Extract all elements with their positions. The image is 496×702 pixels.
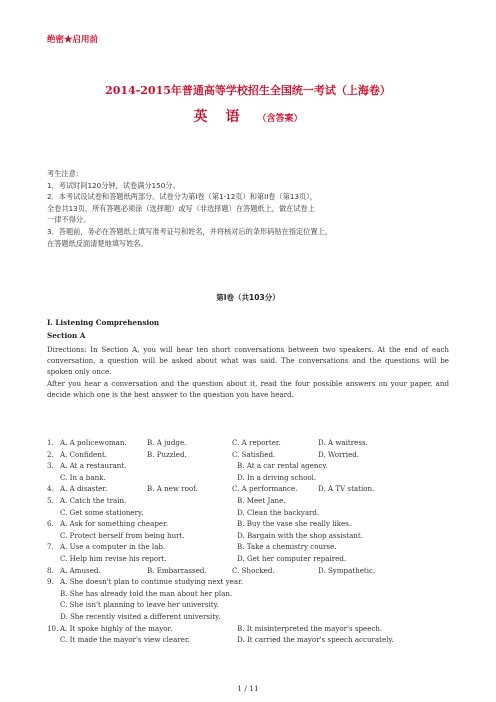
notes-line: 3．答题前，务必在答题纸上填写准考证号和姓名，并将核对后的条形码贴在指定位置上， — [47, 226, 332, 236]
exam-title: 2014-2015年普通高等学校招生全国统一考试（上海卷） — [105, 84, 391, 97]
notes-line: 在答题纸反面清楚地填写姓名。 — [47, 238, 148, 248]
question-number: 5. — [47, 496, 54, 505]
option-d: D. It carried the mayor's speech accurately. — [237, 635, 394, 645]
question-number: 3. — [47, 461, 54, 471]
notes-line: 2．本考试设试卷和答题纸两部分。试卷分为第I卷（第1-12页）和第II卷（第13页）， — [47, 192, 317, 202]
option-d: D. Clean the backyard. — [237, 507, 320, 517]
question-number: 7. — [47, 542, 54, 552]
option-c: C. A performance. — [232, 484, 298, 494]
option-c: C. Help him revise his report. — [60, 554, 167, 563]
directions-paragraph: After you hear a conversation and the question about it, read the four possible answers on your paper, and decide which one is the best answer to the question you have heard. — [47, 378, 449, 399]
question-number: 8. — [47, 565, 54, 575]
option-b: B. At a car rental agency. — [237, 461, 328, 471]
exam-notes — [47, 168, 332, 249]
question-number: 10. — [47, 623, 59, 633]
option-d: D. A waitress. — [318, 438, 368, 447]
option-b: B. Meet Jane. — [237, 496, 286, 505]
option-a: A. At a restaurant. — [60, 461, 127, 471]
option-b: B. She has already told the man about her plan. — [60, 588, 233, 598]
option-b: B. Puzzled. — [147, 449, 187, 459]
notes-line: 1．考试时间120分钟，试卷满分150分。 — [47, 180, 180, 190]
option-d: D. Bargain with the shop assistant. — [237, 530, 363, 540]
option-a: A. Use a computer in the lab. — [60, 542, 166, 552]
option-a: A. A policewoman. — [60, 438, 127, 447]
option-a: A. Confident. — [60, 449, 108, 459]
subject-title — [0, 106, 496, 126]
option-d: D. She recently visited a different university. — [60, 612, 221, 621]
option-b: B. Embarrassed. — [147, 565, 207, 575]
question-number: 4. — [47, 484, 54, 494]
page-number: 1 / 11 — [237, 684, 259, 693]
secret-label: 绝密★启用前 — [47, 35, 99, 45]
directions-paragraph: Directions: In Section A, you will hear ten short conversations between two speakers. At the end of each conversation, a question will be asked about what was said. The conversations and the questions will be spoken only once. — [47, 345, 449, 377]
notes-heading: 考生注意： — [47, 169, 83, 178]
option-a: A. Ask for something cheaper. — [60, 519, 168, 529]
option-a: A. Catch the train. — [60, 496, 127, 505]
question-number: 2. — [47, 449, 54, 459]
option-d: D. Worried. — [318, 449, 360, 459]
option-b: B. A judge. — [147, 438, 187, 447]
question-number: 1. — [47, 438, 54, 447]
subject-name: 英语 — [193, 109, 258, 125]
option-d: D. A TV station. — [318, 484, 375, 494]
option-b: B. It misinterpreted the mayor's speech. — [237, 623, 383, 633]
volume-heading: 第I卷（共103分） — [216, 293, 280, 302]
option-b: B. Take a chemistry course. — [237, 542, 337, 552]
question-number: 9. — [47, 577, 54, 587]
directions — [47, 344, 449, 400]
option-c: C. Shocked. — [232, 565, 275, 575]
option-c: C. It made the mayor's view clearer. — [60, 635, 190, 645]
notes-line: 一律不得分。 — [47, 215, 91, 225]
option-c: C. Satisfied. — [232, 449, 276, 459]
option-d: D. Sympathetic. — [318, 565, 376, 575]
option-c: C. Get some stationery. — [60, 507, 144, 517]
option-c: C. In a bank. — [60, 472, 106, 482]
option-a: A. A disaster. — [60, 484, 108, 494]
option-d: D. Get her computer repaired. — [237, 554, 347, 563]
question-number: 6. — [47, 519, 54, 529]
option-c: C. She isn't planning to leave her university. — [60, 600, 219, 610]
option-a: A. Amused. — [60, 565, 101, 575]
subject-note: （含答案） — [257, 114, 303, 124]
option-b: B. A new roof. — [147, 484, 198, 494]
notes-line: 全卷共13页。所有答题必须涂（选择题）或写（非选择题）在答题纸上，做在试卷上 — [47, 203, 315, 213]
option-a: A. She doesn't plan to continue studying next year. — [60, 577, 243, 587]
option-d: D. In a driving school. — [237, 472, 317, 482]
option-b: B. Buy the vase she really likes. — [237, 519, 352, 529]
section-part: Section A — [47, 331, 86, 340]
option-a: A. It spoke highly of the mayor. — [60, 623, 173, 633]
option-c: C. Protect herself from being hurt. — [60, 530, 185, 540]
section-title: I. Listening Comprehension — [47, 318, 160, 327]
option-c: C. A reporter. — [232, 438, 281, 447]
